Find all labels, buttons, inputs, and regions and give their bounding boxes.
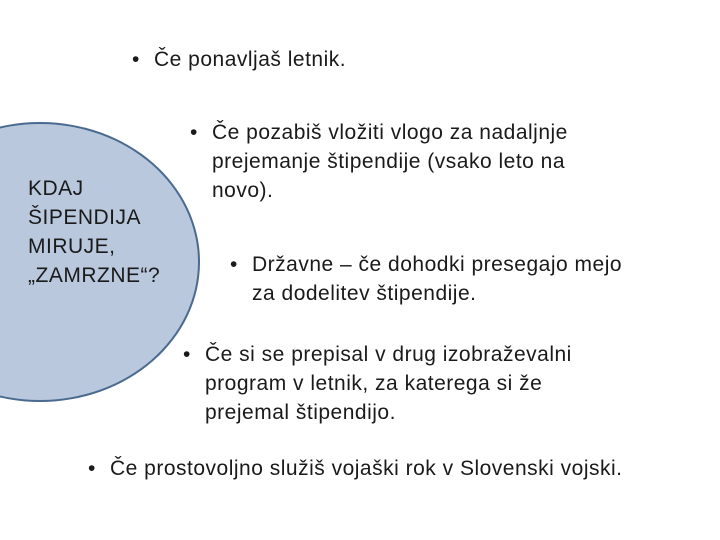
bullet-line: Če prostovoljno služiš vojaški rok v Slovenski vojski. <box>110 457 623 480</box>
bullet-icon: • <box>132 48 140 71</box>
bullet-line: Če pozabiš vložiti vlogo za nadaljnje <box>212 121 568 144</box>
bullet-line: novo). <box>212 179 274 202</box>
bullet-line: prejemal štipendijo. <box>205 401 396 424</box>
bullet-line: Državne – če dohodki presegajo mejo <box>252 253 623 276</box>
bullet-icon: • <box>88 457 96 480</box>
bullet-icon: • <box>230 253 238 276</box>
bullet-line: program v letnik, za katerega si že <box>205 372 543 395</box>
bullet-item-forgot-application <box>190 118 568 205</box>
bullet-line: Če ponavljaš letnik. <box>154 48 347 71</box>
circle-title: KDAJ ŠIPENDIJA MIRUJE, „ZAMRZNE“? <box>28 177 161 287</box>
bullet-line: za dodelitev štipendije. <box>252 282 477 305</box>
bullet-line: Če si se prepisal v drug izobraževalni <box>205 343 572 366</box>
bullet-item-repeat-year <box>132 45 346 74</box>
bullet-item-military-service <box>88 454 623 483</box>
bullet-item-program-transfer <box>183 340 572 427</box>
bullet-line: prejemanje štipendije (vsako leto na <box>212 150 566 173</box>
bullet-icon: • <box>190 121 198 144</box>
bullet-item-state-income <box>230 250 622 308</box>
bullet-icon: • <box>183 343 191 366</box>
